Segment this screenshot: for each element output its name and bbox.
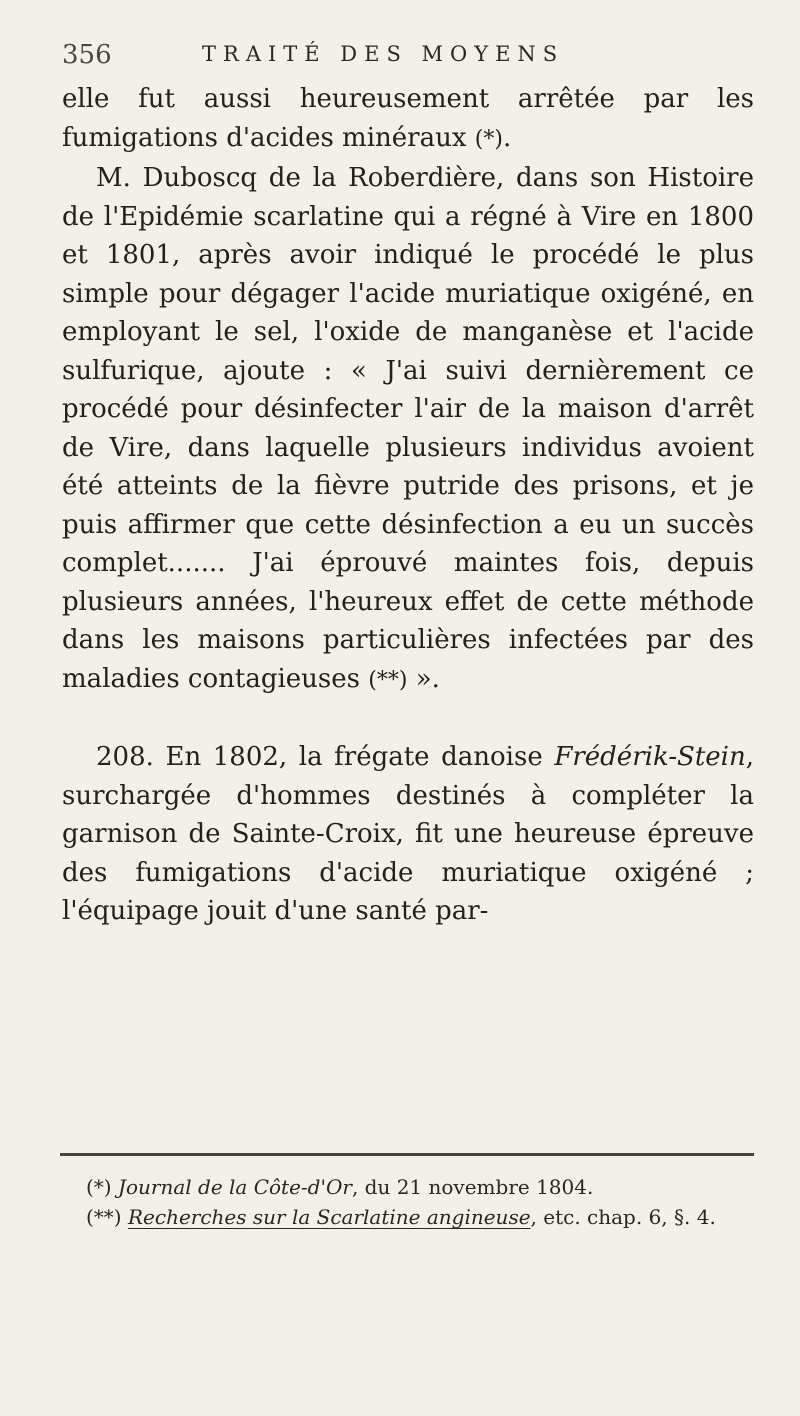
paragraph-text: 208. En 1802, la frégate danoise xyxy=(96,742,555,772)
footnote-1 xyxy=(62,1172,754,1202)
footnote-detail: , etc. chap. 6, §. 4. xyxy=(530,1205,716,1229)
paragraph-text-cont: , surchargée d'hommes destinés à compléter la garnison de Sainte-Croix, fit une heureuse épreuve des fumigations d'acide muriatique oxigéné ; l'équipage jouit d'une santé par- xyxy=(62,742,754,926)
footnote-source: Recherches sur la Scarlatine angineuse xyxy=(127,1205,531,1229)
footnote-2 xyxy=(62,1202,754,1232)
running-title: TRAITÉ DES MOYENS xyxy=(202,42,565,66)
page-number: 356 xyxy=(62,40,112,70)
footnote-source: Journal de la Côte-d'Or xyxy=(117,1175,352,1199)
paragraph-text: elle fut aussi heureusement arrêtée par les fumigations d'acides minéraux xyxy=(62,84,754,153)
footnote-detail: , du 21 novembre 1804. xyxy=(351,1175,594,1199)
footnote-marker: (**) xyxy=(86,1205,122,1229)
footnote-divider xyxy=(60,1153,754,1156)
paragraph-end: ». xyxy=(407,663,440,694)
paragraph-duboscq xyxy=(62,159,754,700)
footnote-marker: (*) xyxy=(86,1175,112,1199)
main-text xyxy=(62,80,754,931)
running-head xyxy=(62,36,782,72)
paragraph-continuation xyxy=(62,80,754,159)
paragraph-end: . xyxy=(502,122,512,153)
footnote-marker: (**) xyxy=(368,667,408,693)
footnotes xyxy=(62,1172,754,1232)
ship-name: Frédérik-Stein xyxy=(554,742,746,772)
paragraph-text: M. Duboscq de la Roberdière, dans son Histoire de l'Epidémie scarlatine qui a régné à Vire en 1800 et 1801, après avoir indiqué le procédé le plus simple pour dégager l'acide muriatique oxigéné, en employant le sel, l'oxide de manganèse et l'acide sulfurique, ajoute : « J'ai suivi dernièrement ce procédé pour désinfecter l'air de la maison d'arrêt de Vire, dans laquelle plusieurs individus avoient été atteints de la fièvre putride des prisons, et je puis affirmer que cette désinfection a eu un succès complet....... J'ai éprouvé maintes fois, depuis plusieurs années, l'heureux effet de cette méthode dans les maisons particulières infectées par des maladies contagieuses xyxy=(62,163,754,694)
footnote-marker: (*) xyxy=(474,126,503,152)
paragraph-208 xyxy=(62,738,754,931)
